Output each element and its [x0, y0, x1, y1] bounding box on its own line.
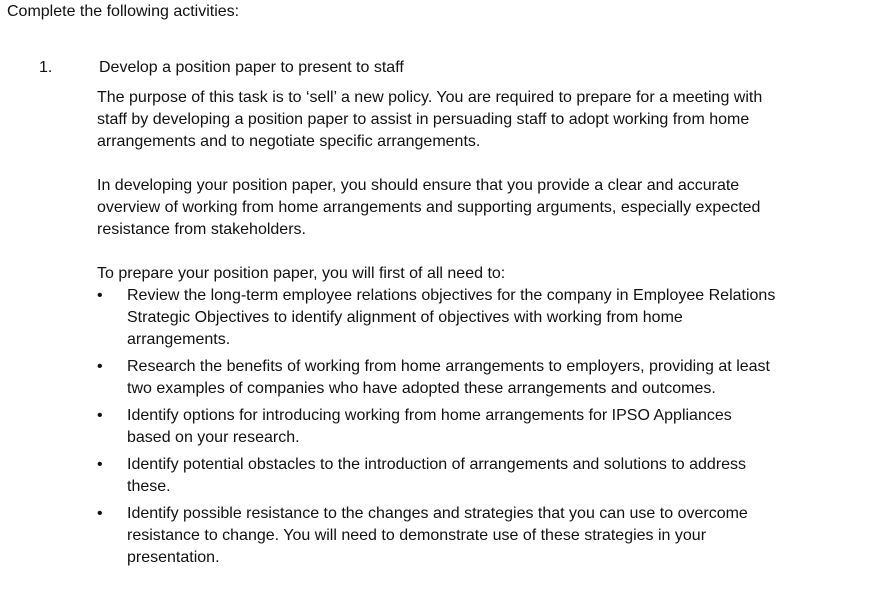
bullet-list: [97, 285, 777, 569]
bullet-icon: •: [97, 407, 103, 424]
bullet-icon: •: [97, 456, 103, 473]
task-body: [97, 87, 777, 574]
bullet-text: Identify options for introducing working from home arrangements for IPSO Appliances based on your research.: [127, 407, 732, 446]
list-item: [97, 503, 777, 569]
bullet-icon: •: [97, 287, 103, 304]
bullet-text: Identify possible resistance to the changes and strategies that you can use to overcome resistance to change. You will need to demonstrate use of these strategies in your presentation.: [127, 505, 748, 566]
task-number: 1.: [39, 59, 53, 76]
bullet-text: Review the long-term employee relations objectives for the company in Employee Relations Strategic Objectives to identify alignment of objectives with working from home arrangements.: [127, 287, 776, 348]
bullet-text: Identify potential obstacles to the introduction of arrangements and solutions to address these.: [127, 456, 747, 495]
task-title: Develop a position paper to present to staff: [99, 59, 404, 76]
intro-heading: Complete the following activities:: [7, 3, 240, 20]
lead-sentence: To prepare your position paper, you will first of all need to:: [97, 265, 506, 282]
bullet-text: Research the benefits of working from home arrangements to employers, providing at least two examples of companies who have adopted these arrangements and outcomes.: [127, 358, 770, 397]
list-item: [97, 405, 777, 449]
list-item: [97, 285, 777, 351]
bullet-icon: •: [97, 358, 103, 375]
list-item: [97, 454, 777, 498]
list-item: [97, 356, 777, 400]
bullet-icon: •: [97, 505, 103, 522]
overview-paragraph: In developing your position paper, you should ensure that you provide a clear and accurate overview of working from home arrangements and supporting arguments, especially expected resistance from stakeholders.: [97, 177, 761, 238]
purpose-paragraph: The purpose of this task is to ‘sell’ a new policy. You are required to prepare for a meeting with staff by developing a position paper to assist in persuading staff to adopt working from home arrangements and to negotiate specific arrangements.: [97, 89, 763, 150]
